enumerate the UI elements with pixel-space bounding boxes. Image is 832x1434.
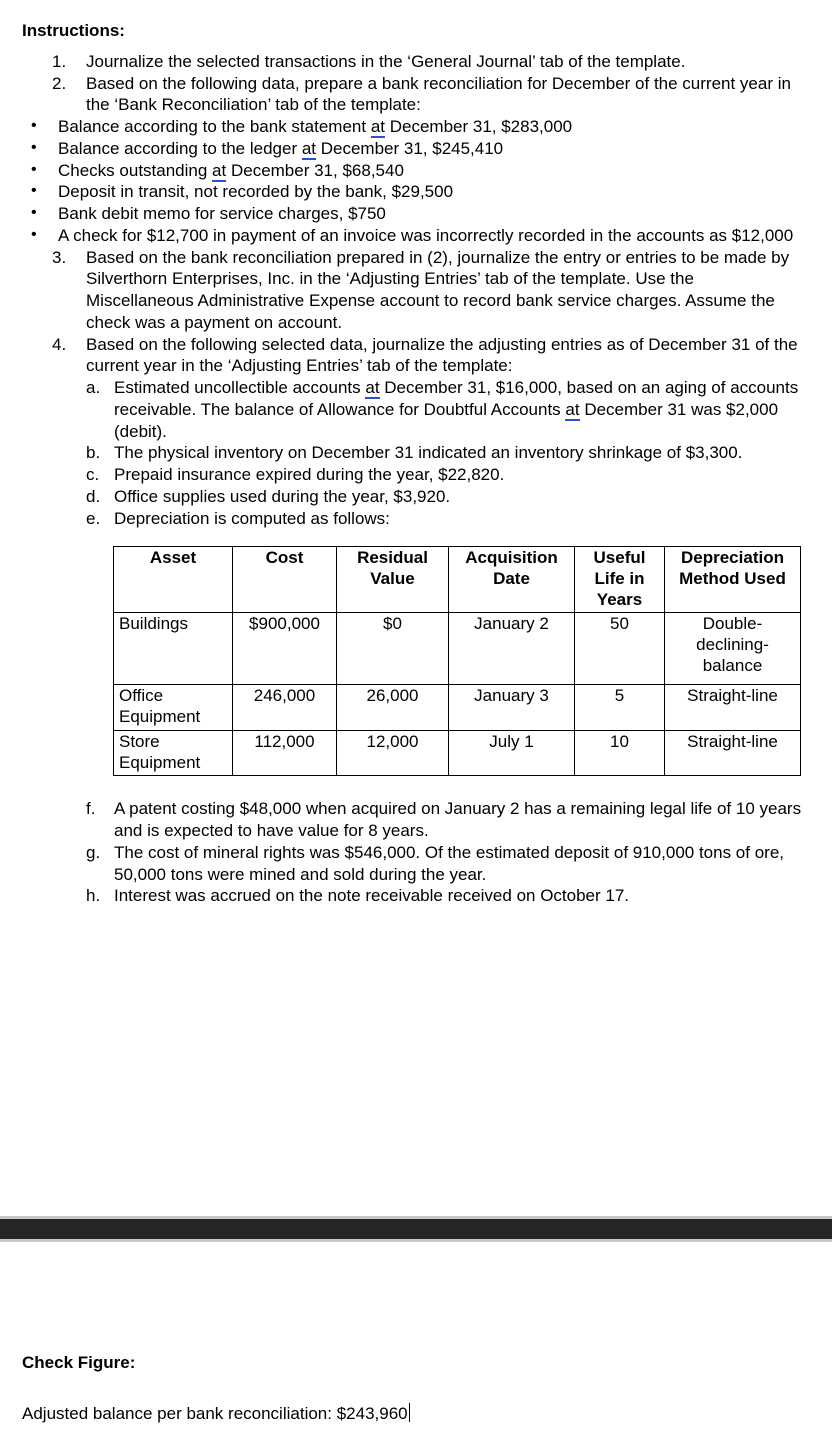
sub-item-c [86,464,832,486]
bullet-text-pre: Bank debit memo for service charges, $750 [58,204,386,223]
cell-method: Straight-line [665,730,801,775]
sub-item-text: The cost of mineral rights was $546,000. Of the estimated deposit of 910,000 tons of ore, 50,000 tons were mined and sold during the year. [114,842,784,884]
sub-item-text: The physical inventory on December 31 indicated an inventory shrinkage of $3,300. [114,443,743,463]
depreciation-table-wrapper [0,529,832,776]
sub-item-g [86,842,832,886]
cell-acquisition-date: January 3 [449,685,575,730]
bullet-text-post: December 31, $283,000 [385,117,573,136]
cell-residual-value: 26,000 [337,685,449,730]
sub-item-marker: f. [86,799,96,819]
cell-useful-life: 10 [575,730,665,775]
cell-useful-life: 5 [575,685,665,730]
instruction-item-3 [0,247,832,334]
sub-item-b [86,442,832,464]
sub-item-marker: b. [86,443,101,463]
bullet-icon: • [31,182,37,200]
text-cursor [409,1403,411,1422]
adjusting-entries-sublist2 [86,798,832,907]
adjusting-entries-sublist2-wrapper [0,798,832,907]
bullet-text-post: December 31, $68,540 [226,160,404,180]
sub-item-text: A patent costing $48,000 when acquired on January 2 has a remaining legal life of 10 years and is expected to have value for 8 years. [114,799,802,841]
cell-cost: 112,000 [233,730,337,775]
column-header-method: Depreciation Method Used [665,547,801,613]
sub-item-h [86,885,832,907]
sub-item-text: Interest was accrued on the note receivable received on October 17. [114,886,630,906]
list-item [0,160,832,182]
instruction-marker: 1. [52,51,67,71]
cell-cost: $900,000 [233,613,337,685]
cell-cost: 246,000 [233,685,337,730]
instruction-text: Based on the following selected data, journalize the adjusting entries as of December 31 of the current year in the ‘Adjusting Entries’ tab of the template: [86,334,798,376]
bullet-text-pre: Checks outstanding [58,160,213,180]
cell-residual-value: $0 [337,613,449,685]
sub-item-f [86,798,832,842]
instructions-list [0,51,832,377]
column-header-asset: Asset [114,547,233,613]
adjusting-entries-sublist-wrapper [0,377,832,529]
list-item [0,116,832,138]
instruction-marker: 2. [52,73,67,93]
sub-item-a [86,377,832,442]
table-row [114,613,801,685]
cell-acquisition-date: January 2 [449,613,575,685]
instruction-text: Based on the bank reconciliation prepared in (2), journalize the entry or entries to be made by Silverthorn Enterprises, Inc. in the ‘Adjusting Entries’ tab of the template. Use the Miscellaneous Administrative Expense account to record bank service charges. Assume the check was a payment on account. [86,247,790,332]
depreciation-table [113,546,801,776]
bullet-icon: • [31,160,37,178]
grammar-suggestion-at[interactable]: at [565,399,580,419]
check-figure-section [0,1352,832,1425]
sub-item-marker: g. [86,842,101,862]
bullet-icon: • [31,138,37,156]
sub-item-marker: a. [86,378,101,397]
grammar-suggestion-at[interactable]: at [301,138,317,158]
check-figure-value: Adjusted balance per bank reconciliation: $243,960 [22,1403,408,1423]
cell-asset: Office Equipment [114,685,233,730]
column-header-cost: Cost [233,547,337,613]
instruction-item-1 [0,51,832,73]
column-header-useful-life: Useful Life in Years [575,547,665,613]
grammar-suggestion-at[interactable]: at [370,117,385,136]
bullet-text-pre: A check for $12,700 in payment of an invoice was incorrectly recorded in the accounts as $12,000 [58,225,794,245]
sub-item-text-post2: December 31 was $2,000 (debit). [114,399,779,441]
sub-item-text: Office supplies used during the year, $3,920. [114,486,451,506]
grammar-suggestion-at[interactable]: at [365,378,380,397]
page-title: Instructions: [22,21,125,40]
instruction-item-2 [0,73,832,117]
cell-method: Straight-line [665,685,801,730]
table-header-row [114,547,801,613]
grammar-suggestion-at[interactable]: at [212,160,227,180]
list-item [0,225,832,247]
sub-item-marker: c. [86,465,100,484]
list-item [0,203,832,225]
bullet-icon: • [31,117,37,134]
check-figure-label: Check Figure: [22,1353,136,1372]
instruction-text: Journalize the selected transactions in the ‘General Journal’ tab of the template. [86,51,686,71]
bullet-icon: • [31,204,37,221]
sub-item-marker: d. [86,486,101,506]
instruction-marker: 4. [52,334,67,354]
check-figure-value-row [22,1400,832,1425]
list-item [0,138,832,160]
column-header-residual-value: Residual Value [337,547,449,613]
sub-item-e [86,508,832,530]
instruction-text: Based on the following data, prepare a bank reconciliation for December of the current year in the ‘Bank Reconciliation’ tab of the template: [86,73,791,115]
cell-residual-value: 12,000 [337,730,449,775]
sub-item-marker: h. [86,886,101,906]
bullet-text-post: December 31, $245,410 [316,138,504,158]
sub-item-text-post: December 31, $16,000, based on an aging of accounts receivable. The balance of Allowance for Doubtful Accounts [114,378,799,419]
bullet-text-pre: Balance according to the ledger [58,138,302,158]
sub-item-text: Prepaid insurance expired during the year, $22,820. [114,465,505,484]
sub-item-d [86,486,832,508]
adjusting-entries-sublist [86,377,832,529]
spacer [0,776,832,798]
page-break-separator [0,1216,832,1242]
instruction-marker: 3. [52,247,67,267]
column-header-acquisition-date: Acquisition Date [449,547,575,613]
instruction-item-4 [0,334,832,378]
table-row [114,685,801,730]
sub-item-marker: e. [86,508,101,528]
table-row [114,730,801,775]
cell-method: Double-declining-balance [665,613,801,685]
cell-asset: Store Equipment [114,730,233,775]
bullet-text-pre: Deposit in transit, not recorded by the bank, $29,500 [58,182,454,202]
list-item [0,181,832,203]
cell-useful-life: 50 [575,613,665,685]
bullet-icon: • [31,225,37,243]
cell-asset: Buildings [114,613,233,685]
cell-acquisition-date: July 1 [449,730,575,775]
sub-item-text-pre: Estimated uncollectible accounts [114,378,366,397]
bank-reconciliation-data-list [0,116,832,247]
sub-item-text: Depreciation is computed as follows: [114,508,390,528]
bullet-text-pre: Balance according to the bank statement [58,117,371,136]
